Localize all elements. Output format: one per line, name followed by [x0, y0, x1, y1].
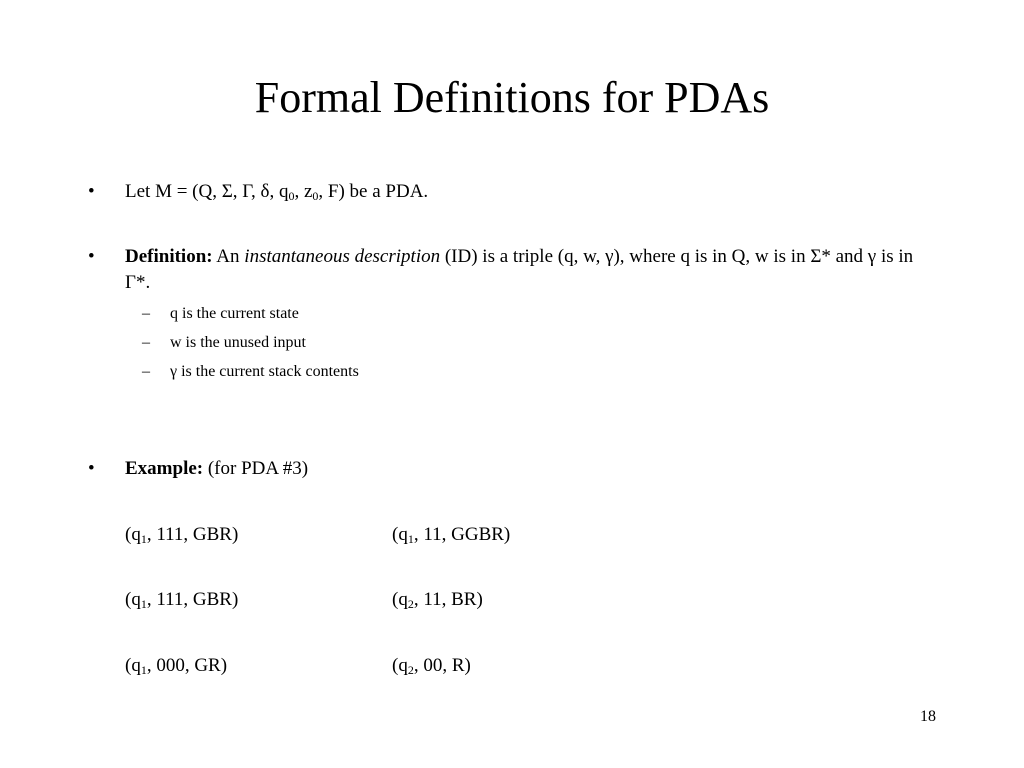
example-2-left: [125, 587, 238, 613]
example-2-right: [392, 587, 483, 613]
id-open: (q: [392, 524, 408, 545]
subitem-marker: –: [142, 363, 150, 380]
example-text: [125, 456, 938, 482]
definition-post: (ID) is a triple (q, w, γ), where q is in Q, w is in Σ* and γ is in Γ*.: [125, 246, 914, 293]
state-subscript: 1: [140, 597, 147, 611]
bullet-text-post: , F) be a PDA.: [318, 181, 429, 202]
subitem-text: q is the current state: [170, 305, 299, 322]
subitem-text: γ is the current stack contents: [170, 363, 359, 380]
id-open: (q: [125, 589, 141, 610]
definition-label: Definition:: [125, 246, 213, 267]
subitem-marker: –: [142, 305, 150, 322]
id-rest: , 111, GBR): [146, 524, 239, 545]
slide-title: Formal Definitions for PDAs: [254, 73, 770, 122]
bullet-marker: •: [88, 246, 95, 267]
state-subscript: 2: [407, 663, 414, 677]
id-rest: , 111, GBR): [146, 589, 239, 610]
id-rest: , 00, R): [413, 655, 471, 676]
bullet-text: [125, 179, 938, 205]
definition-text: [125, 244, 938, 296]
example-1-right: [392, 522, 510, 548]
id-open: (q: [125, 655, 141, 676]
id-open: (q: [392, 589, 408, 610]
bullet-marker: •: [88, 181, 95, 202]
z0-subscript: 0: [312, 189, 319, 203]
id-rest: , 11, GGBR): [413, 524, 511, 545]
definition-term: instantaneous description: [244, 246, 441, 267]
q0-subscript: 0: [288, 189, 295, 203]
state-subscript: 1: [140, 663, 147, 677]
state-subscript: 1: [140, 532, 147, 546]
example-3-left: [125, 653, 227, 679]
id-rest: , 11, BR): [413, 589, 483, 610]
id-open: (q: [392, 655, 408, 676]
example-1-left: [125, 522, 238, 548]
example-post: (for PDA #3): [203, 458, 309, 479]
subitem-marker: –: [142, 334, 150, 351]
page-number: 18: [920, 708, 936, 725]
id-rest: , 000, GR): [146, 655, 228, 676]
example-3-right: [392, 653, 471, 679]
id-open: (q: [125, 524, 141, 545]
definition-pre: An: [212, 246, 245, 267]
bullet-text-mid: , z: [294, 181, 313, 202]
state-subscript: 1: [407, 532, 414, 546]
state-subscript: 2: [407, 597, 414, 611]
bullet-marker: •: [88, 458, 95, 479]
subitem-text: w is the unused input: [170, 334, 306, 351]
example-label: Example:: [125, 458, 204, 479]
bullet-text-pre: Let M = (Q, Σ, Γ, δ, q: [125, 181, 289, 202]
